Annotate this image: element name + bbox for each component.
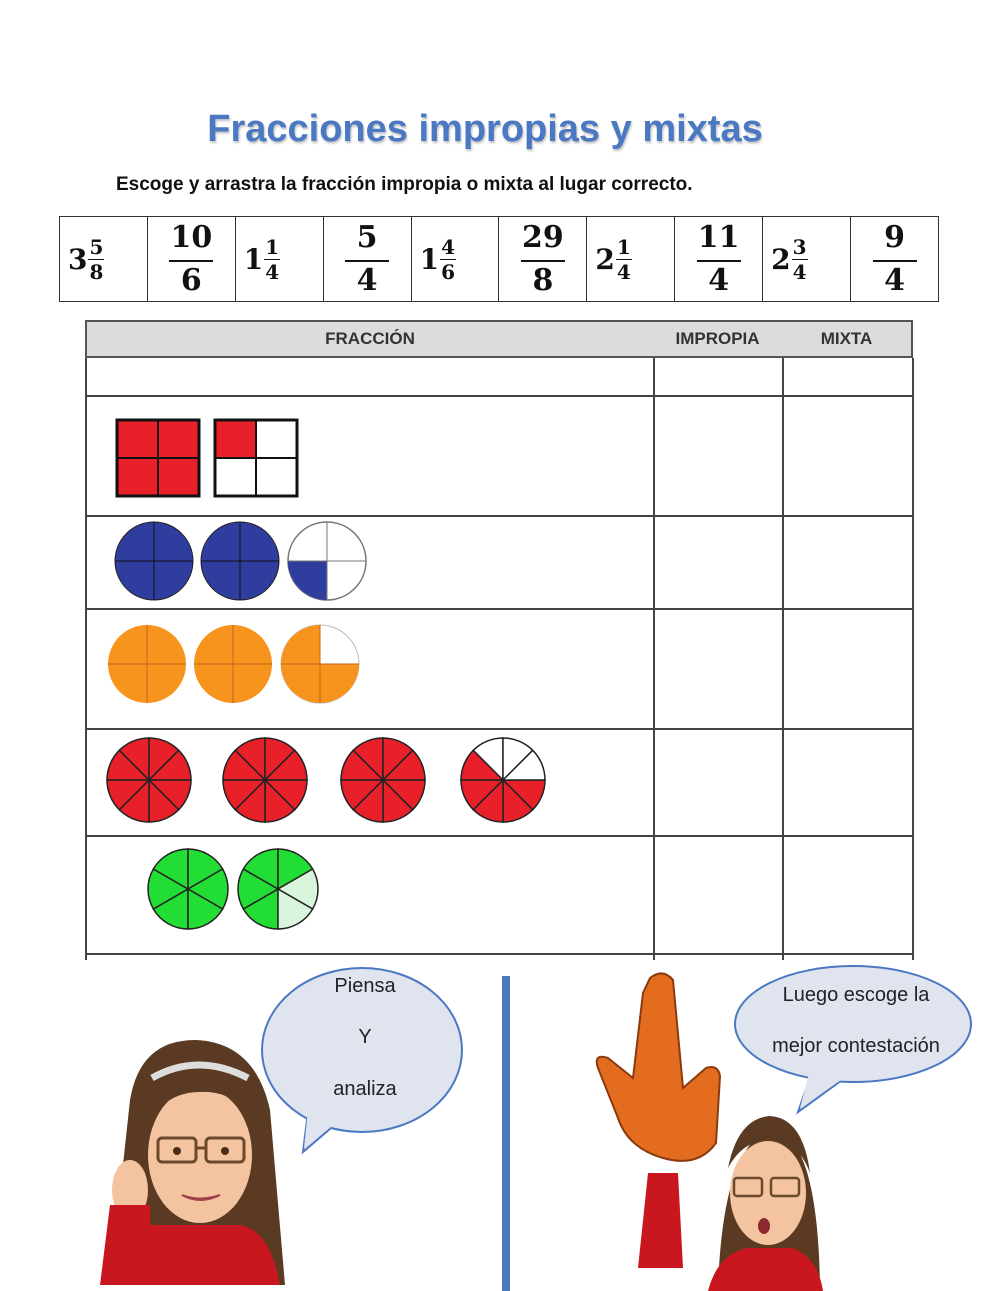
- answer-chip[interactable]: $\frac{5}{4}$: [323, 217, 411, 302]
- circle-whole: [201, 522, 279, 600]
- page-title: Fracciones impropias y mixtas: [207, 108, 763, 150]
- answer-chip[interactable]: 3 5 8: [60, 217, 148, 302]
- avatar-thinking: [70, 1030, 310, 1291]
- header-fraccion: FRACCIÓN: [85, 320, 655, 358]
- bubble-right-line-1: Luego escoge la: [782, 984, 930, 1006]
- bubble-left-line-2: Y: [358, 1026, 372, 1048]
- row-5-circles: [85, 844, 385, 936]
- answer-chip[interactable]: 2 3 4: [763, 217, 851, 302]
- answer-chip[interactable]: $\frac{29}{8}$: [499, 217, 587, 302]
- answer-chip[interactable]: 2 1 4: [587, 217, 675, 302]
- avatar-pointing: [588, 968, 828, 1291]
- answer-chip[interactable]: 1 4 6: [411, 217, 499, 302]
- circle-whole: [194, 625, 272, 703]
- circle-whole: [115, 522, 193, 600]
- header-impropia: IMPROPIA: [653, 320, 784, 358]
- row-3-circles: [85, 618, 385, 710]
- answer-chip[interactable]: $\frac{10}{6}$: [147, 217, 235, 302]
- page-divider: [502, 976, 510, 1291]
- answer-chip[interactable]: 1 1 4: [235, 217, 323, 302]
- circle-whole: [148, 849, 228, 929]
- row-1-squares: [85, 416, 385, 501]
- square-whole: [117, 420, 199, 496]
- header-mixta: MIXTA: [782, 320, 913, 358]
- fraction-table: [85, 320, 914, 960]
- circle-partial: [238, 849, 318, 929]
- instructions: Escoge y arrastra la fracción impropia o mixta al lugar correcto.: [116, 174, 693, 195]
- square-partial: [215, 420, 297, 496]
- circle-whole: [223, 738, 307, 822]
- circle-whole: [108, 625, 186, 703]
- circle-partial: [281, 625, 359, 703]
- answer-chip[interactable]: $\frac{11}{4}$: [675, 217, 763, 302]
- row-2-circles: [85, 516, 385, 608]
- circle-whole: [107, 738, 191, 822]
- row-4-circles: [85, 734, 565, 826]
- circle-whole: [341, 738, 425, 822]
- answer-bank: [59, 216, 939, 302]
- circle-partial: [288, 522, 366, 600]
- answer-chip[interactable]: $\frac{9}{4}$: [851, 217, 939, 302]
- circle-partial: [461, 738, 545, 822]
- bubble-left-line-3: analiza: [333, 1078, 397, 1100]
- bubble-left-line-1: Piensa: [334, 975, 396, 997]
- bubble-right-line-2: mejor contestación: [772, 1035, 940, 1057]
